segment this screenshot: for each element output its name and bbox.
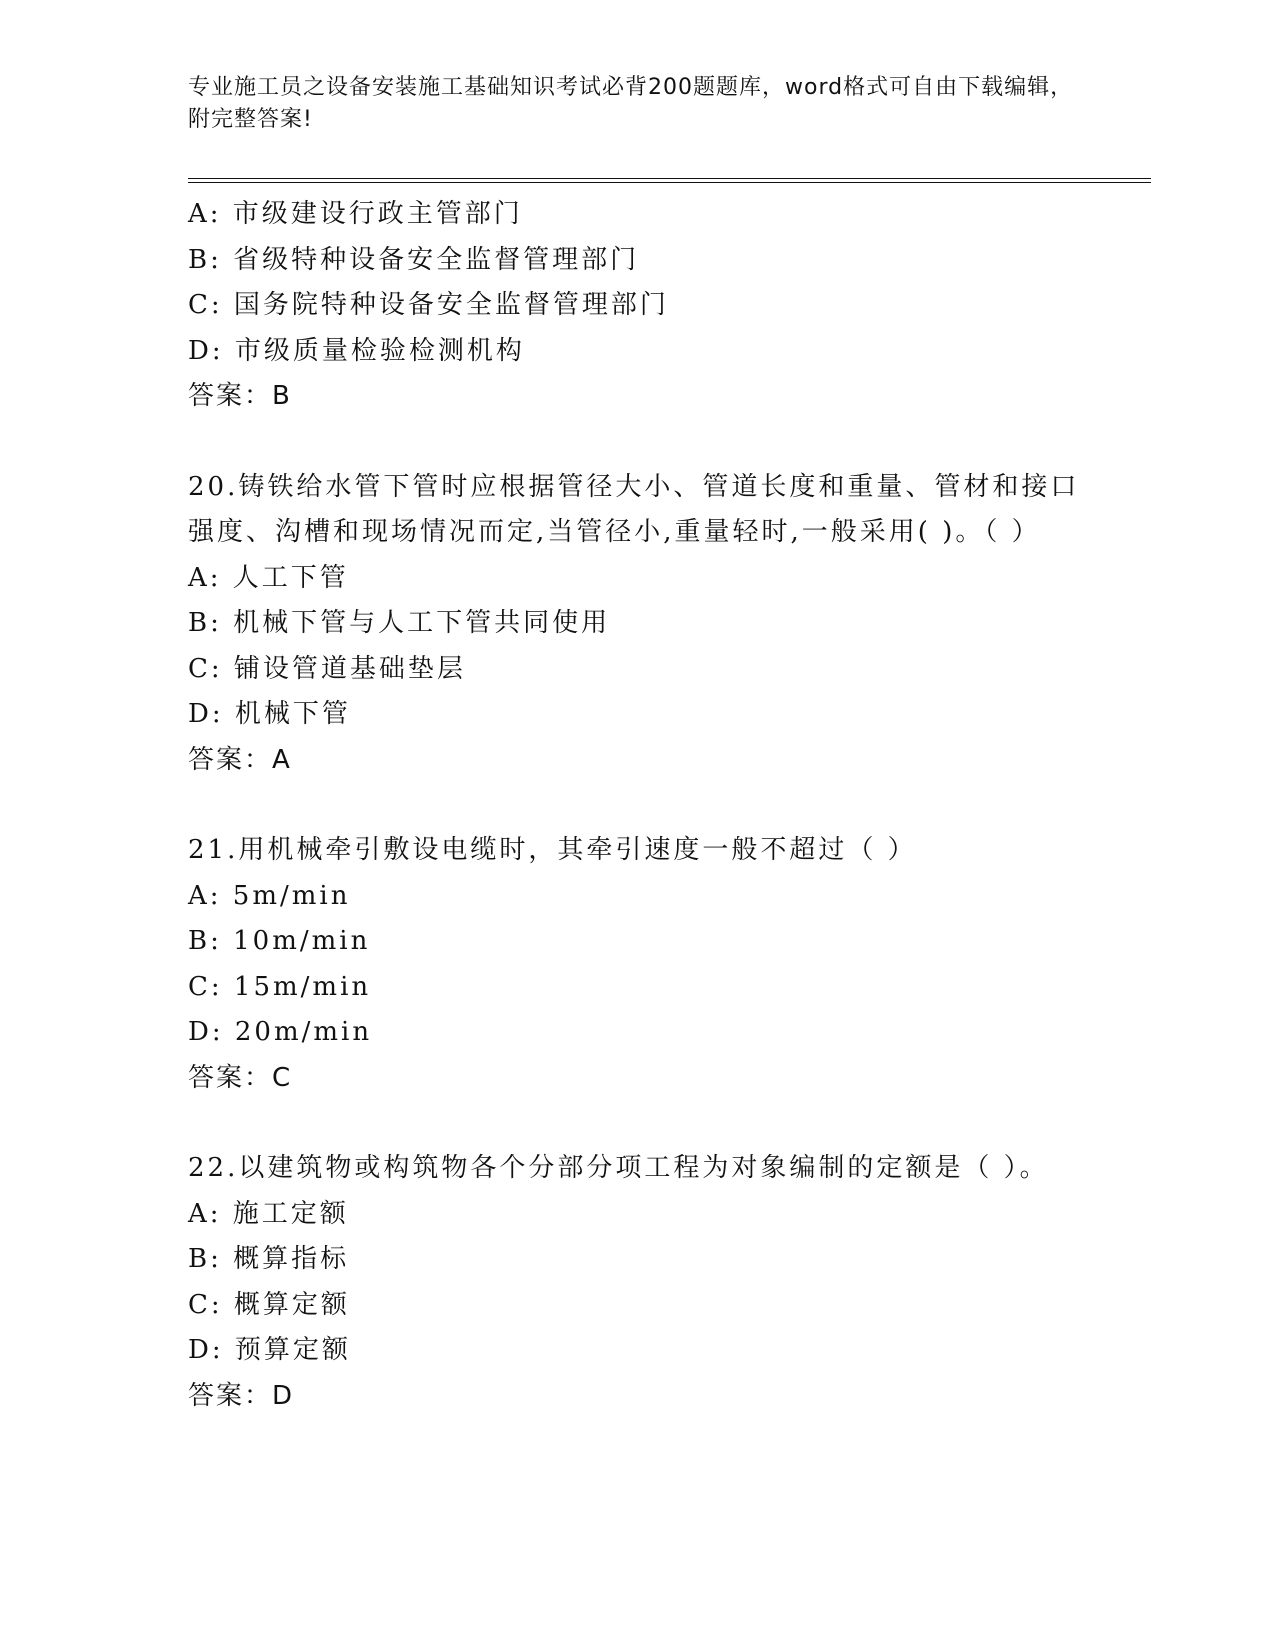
document-header xyxy=(188,72,1088,136)
question-text: 20.铸铁给水管下管时应根据管径大小、管道长度和重量、管材和接口强度、沟槽和现场情况而定,当管径小,重量轻时,一般采用( )。（ ） xyxy=(188,471,1080,547)
question-block xyxy=(188,828,1088,1101)
option-d: D: 20m/min xyxy=(188,1017,373,1047)
option-d: D: 市级质量检验检测机构 xyxy=(188,335,525,366)
option-b: B: 机械下管与人工下管共同使用 xyxy=(188,608,611,638)
option-d: D: 预算定额 xyxy=(188,1335,351,1365)
answer-line: 答案：A xyxy=(188,744,292,775)
question-text: 22.以建筑物或构筑物各个分部分项工程为对象编制的定额是（ ）。 xyxy=(188,1153,1049,1183)
option-c: C: 铺设管道基础垫层 xyxy=(188,653,466,684)
header-divider xyxy=(188,178,1151,183)
option-b: B: 概算指标 xyxy=(188,1244,350,1274)
option-c: C: 15m/min xyxy=(188,971,372,1002)
document-title: 专业施工员之设备安装施工基础知识考试必背200题题库，word格式可自由下载编辑，附完整答案! xyxy=(188,75,1074,132)
question-text: 21.用机械牵引敷设电缆时，其牵引速度一般不超过（ ） xyxy=(188,835,917,865)
option-c: C: 国务院特种设备安全监督管理部门 xyxy=(188,290,669,320)
question-block xyxy=(188,192,1088,420)
question-list xyxy=(188,192,1088,1419)
option-a: A: 市级建设行政主管部门 xyxy=(188,199,523,229)
option-b: B: 10m/min xyxy=(188,926,371,956)
question-block xyxy=(188,465,1088,784)
answer-line: 答案：C xyxy=(188,1062,293,1093)
option-b: B: 省级特种设备安全监督管理部门 xyxy=(188,244,640,275)
option-d: D: 机械下管 xyxy=(188,699,351,729)
question-block xyxy=(188,1146,1088,1419)
answer-line: 答案：B xyxy=(188,381,292,411)
answer-line: 答案：D xyxy=(188,1380,295,1411)
option-a: A: 5m/min xyxy=(188,880,351,911)
option-a: A: 施工定额 xyxy=(188,1198,349,1229)
option-c: C: 概算定额 xyxy=(188,1289,350,1320)
option-a: A: 人工下管 xyxy=(188,562,349,593)
